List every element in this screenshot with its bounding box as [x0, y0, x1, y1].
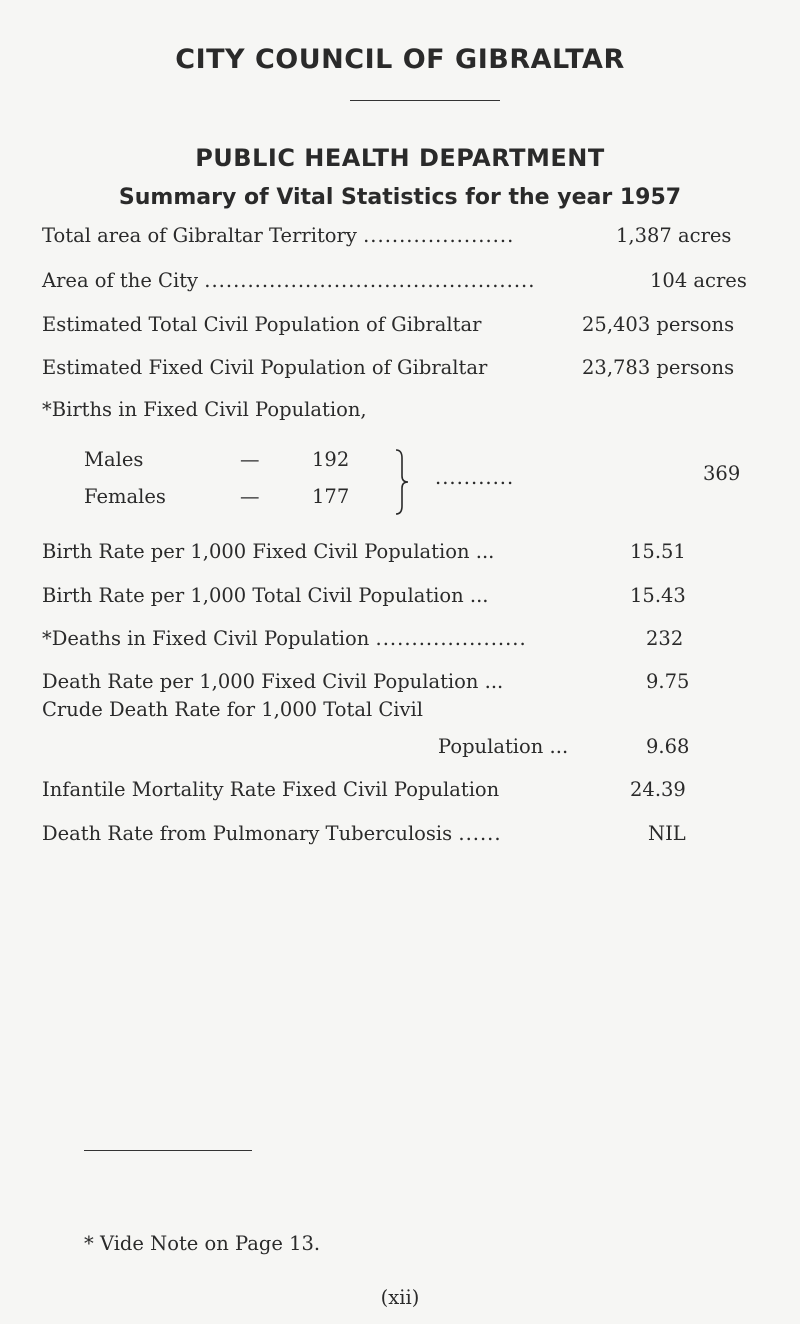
tb-death-rate-label: Death Rate from Pulmonary Tuberculosis: [42, 822, 453, 845]
footnote-rule: [84, 1150, 252, 1151]
birth-rate-total-value: 15.43: [630, 584, 686, 607]
fixed-pop-value: 23,783 persons: [582, 356, 735, 379]
deaths-dots: .....................: [375, 627, 527, 650]
summary-heading: Summary of Vital Statistics for the year 1957: [118, 185, 682, 210]
females-value: 177: [312, 485, 350, 508]
birth-rate-total-label: Birth Rate per 1,000 Total Civil Population ...: [42, 584, 489, 607]
total-pop-value: 25,403 persons: [582, 313, 735, 336]
males-dash: —: [240, 448, 260, 471]
crude-death-rate-label: Crude Death Rate for 1,000 Total Civil: [42, 698, 424, 721]
tb-death-rate-value: NIL: [648, 822, 686, 845]
footnote: * Vide Note on Page 13.: [84, 1232, 321, 1255]
total-pop-label: Estimated Total Civil Population of Gibraltar: [42, 313, 482, 336]
crude-death-rate-label-cont: Population ...: [438, 735, 569, 758]
deaths-value: 232: [646, 627, 684, 650]
tb-death-rate-dots: ......: [458, 822, 502, 845]
deaths-row: [42, 627, 527, 650]
infant-mortality-label: Infantile Mortality Rate Fixed Civil Population: [42, 778, 500, 801]
birth-rate-fixed-label: Birth Rate per 1,000 Fixed Civil Population ...: [42, 540, 495, 563]
tb-death-rate-row: [42, 822, 502, 845]
page-title: CITY COUNCIL OF GIBRALTAR: [175, 44, 625, 75]
females-label: Females: [84, 485, 166, 508]
deaths-label: *Deaths in Fixed Civil Population: [42, 627, 370, 650]
males-value: 192: [312, 448, 350, 471]
city-area-dots: ..............................................: [204, 269, 536, 292]
females-dash: —: [240, 485, 260, 508]
births-total: 369: [703, 462, 741, 485]
total-area-label: Total area of Gibraltar Territory: [42, 224, 357, 247]
total-area-value: 1,387 acres: [616, 224, 732, 247]
title-rule: [350, 100, 500, 101]
death-rate-fixed-value: 9.75: [646, 670, 690, 693]
fixed-pop-label: Estimated Fixed Civil Population of Gibraltar: [42, 356, 488, 379]
births-dots: ...........: [435, 466, 515, 489]
total-area-dots: .....................: [363, 224, 515, 247]
city-area-label: Area of the City: [42, 269, 199, 292]
births-heading: *Births in Fixed Civil Population,: [42, 398, 367, 421]
brace-icon: [392, 446, 412, 518]
crude-death-rate-value: 9.68: [646, 735, 690, 758]
city-area-row: [42, 269, 535, 292]
city-area-value: 104 acres: [650, 269, 747, 292]
death-rate-fixed-label: Death Rate per 1,000 Fixed Civil Population ...: [42, 670, 504, 693]
page-number: (xii): [380, 1286, 420, 1309]
infant-mortality-value: 24.39: [630, 778, 686, 801]
birth-rate-fixed-value: 15.51: [630, 540, 686, 563]
department-heading: PUBLIC HEALTH DEPARTMENT: [195, 144, 605, 172]
total-area-row: [42, 224, 514, 247]
males-label: Males: [84, 448, 144, 471]
